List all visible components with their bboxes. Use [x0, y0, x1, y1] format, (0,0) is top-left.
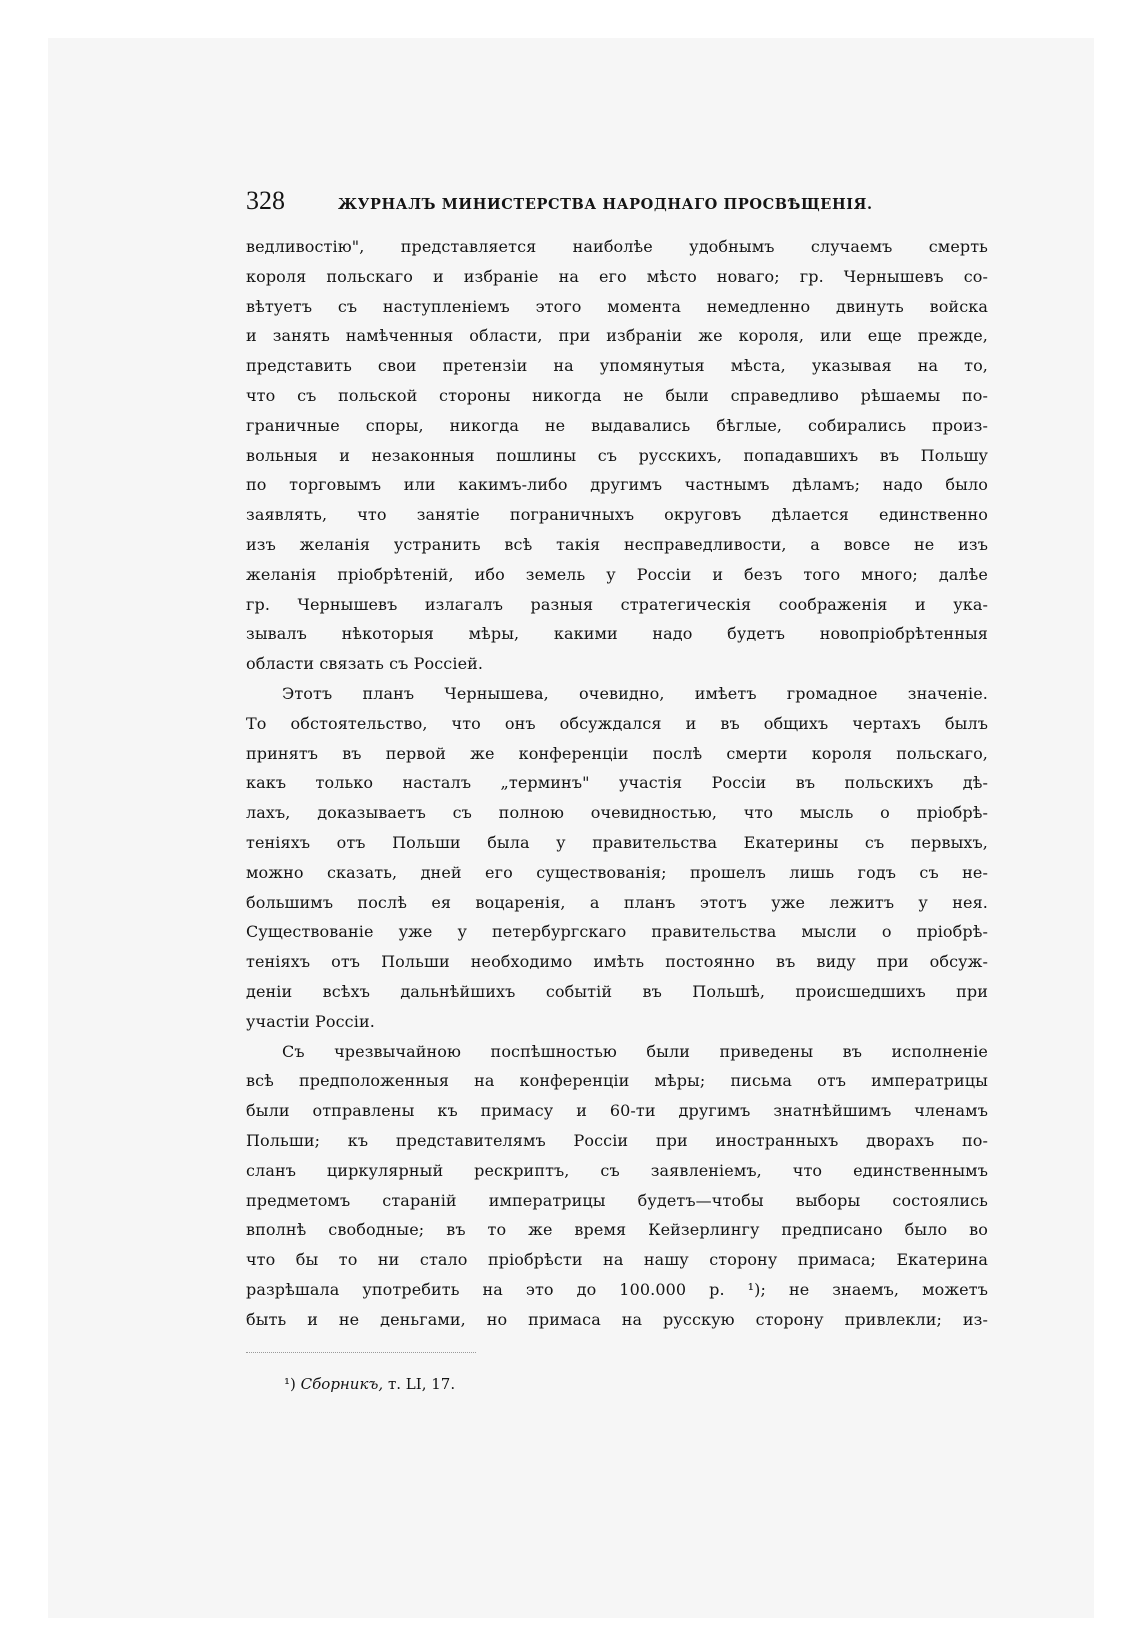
text-line: ведливостію", представляется наиболѣе удобнымъ случаемъ смерть [246, 237, 988, 256]
text-line: теніяхъ отъ Польши необходимо имѣть постоянно въ виду при обсуж- [246, 952, 988, 972]
text-line: гр. Чернышевъ излагалъ разныя стратегическія соображенія и ука- [246, 594, 988, 614]
text-line: участіи Россіи. [246, 1011, 375, 1031]
footnote-reference: т. LI, 17. [387, 1375, 456, 1394]
footnote-separator [246, 1352, 476, 1353]
text-line: большимъ послѣ ея воцаренія, а планъ этотъ уже лежитъ у нея. [246, 892, 988, 912]
text-line: области связать съ Россіей. [246, 654, 484, 674]
text-line: что бы то ни стало пріобрѣсти на нашу сторону примаса; Екатерина [246, 1250, 988, 1270]
text-line: заявлять, что занятіе пограничныхъ округовъ дѣлается единственно [246, 505, 988, 525]
text-line: сланъ циркулярный рескриптъ, съ заявленіемъ, что единственнымъ [246, 1160, 988, 1180]
text-line: Польши; къ представителямъ Россіи при иностранныхъ дворахъ по- [246, 1130, 988, 1150]
text-line: вольныя и незаконныя пошлины съ русскихъ, попадавшихъ въ Польшу [246, 445, 988, 465]
page-number: 328 [246, 186, 285, 215]
footnote [284, 1375, 988, 1393]
text-line: лахъ, доказываетъ съ полною очевидностью, что мысль о пріобрѣ- [246, 803, 988, 823]
text-line: всѣ предположенныя на конференціи мѣры; письма отъ императрицы [246, 1071, 988, 1091]
text-line: принятъ въ первой же конференціи послѣ смерти короля польскаго, [246, 743, 988, 763]
text-line: можно сказать, дней его существованія; прошелъ лишь годъ съ не- [246, 862, 988, 882]
text-line: изъ желанія устранить всѣ такія несправедливости, а вовсе не изъ [246, 534, 988, 554]
text-line: какъ только насталъ „терминъ" участія Россіи въ польскихъ дѣ- [246, 773, 988, 793]
text-line: деніи всѣхъ дальнѣйшихъ событій въ Польшѣ, происшедшихъ при [246, 981, 988, 1001]
text-line: разрѣшала употребить на это до 100.000 р. ¹); не знаемъ, можетъ [246, 1279, 988, 1299]
text-line: что съ польской стороны никогда не были справедливо рѣшаемы по- [246, 385, 988, 405]
footnote-marker: ¹) [284, 1375, 296, 1394]
text-line: Съ чрезвычайною поспѣшностью были приведены въ исполненіе [282, 1041, 988, 1061]
footnote-source: Сборникъ, [300, 1375, 384, 1394]
text-line: представить свои претензіи на упомянутыя мѣста, указывая на то, [246, 356, 988, 376]
text-line: Этотъ планъ Чернышева, очевидно, имѣетъ громадное значеніе. [282, 683, 988, 703]
text-line: Существованіе уже у петербургскаго правительства мысли о пріобрѣ- [246, 922, 988, 942]
text-line: предметомъ стараній императрицы будетъ—чтобы выборы состоялись [246, 1190, 988, 1210]
text-line: были отправлены къ примасу и 60-ти другимъ знатнѣйшимъ членамъ [246, 1101, 988, 1121]
text-line: и занять намѣченныя области, при избраніи же короля, или еще прежде, [246, 326, 988, 346]
text-line: теніяхъ отъ Польши была у правительства Екатерины съ первыхъ, [246, 832, 988, 852]
text-line: зывалъ нѣкоторыя мѣры, какими надо будетъ новопріобрѣтенныя [246, 624, 988, 644]
text-line: То обстоятельство, что онъ обсуждался и въ общихъ чертахъ былъ [246, 713, 988, 733]
page-header [246, 186, 988, 226]
text-line: по торговымъ или какимъ-либо другимъ частнымъ дѣламъ; надо было [246, 475, 988, 495]
text-line: желанія пріобрѣтеній, ибо земель у Россіи и безъ того много; далѣе [246, 564, 988, 584]
running-title: ЖУРНАЛЪ МИНИСТЕРСТВА НАРОДНАГО ПРОСВѢЩЕНІЯ. [338, 196, 873, 213]
paragraph [246, 1037, 988, 1335]
text-line: вполнѣ свободные; въ то же время Кейзерлингу предписано было во [246, 1220, 988, 1240]
text-line: граничные споры, никогда не выдавались бѣглые, собирались произ- [246, 415, 988, 435]
book-page [246, 186, 988, 1393]
text-line: короля польскаго и избраніе на его мѣсто новаго; гр. Чернышевъ со- [246, 266, 988, 286]
paragraph [246, 232, 988, 679]
text-line: быть и не деньгами, но примаса на русскую сторону привлекли; из- [246, 1309, 988, 1329]
text-line: вѣтуетъ съ наступленіемъ этого момента немедленно двинуть войска [246, 296, 988, 316]
body-text [246, 232, 988, 1334]
paragraph [246, 679, 988, 1037]
